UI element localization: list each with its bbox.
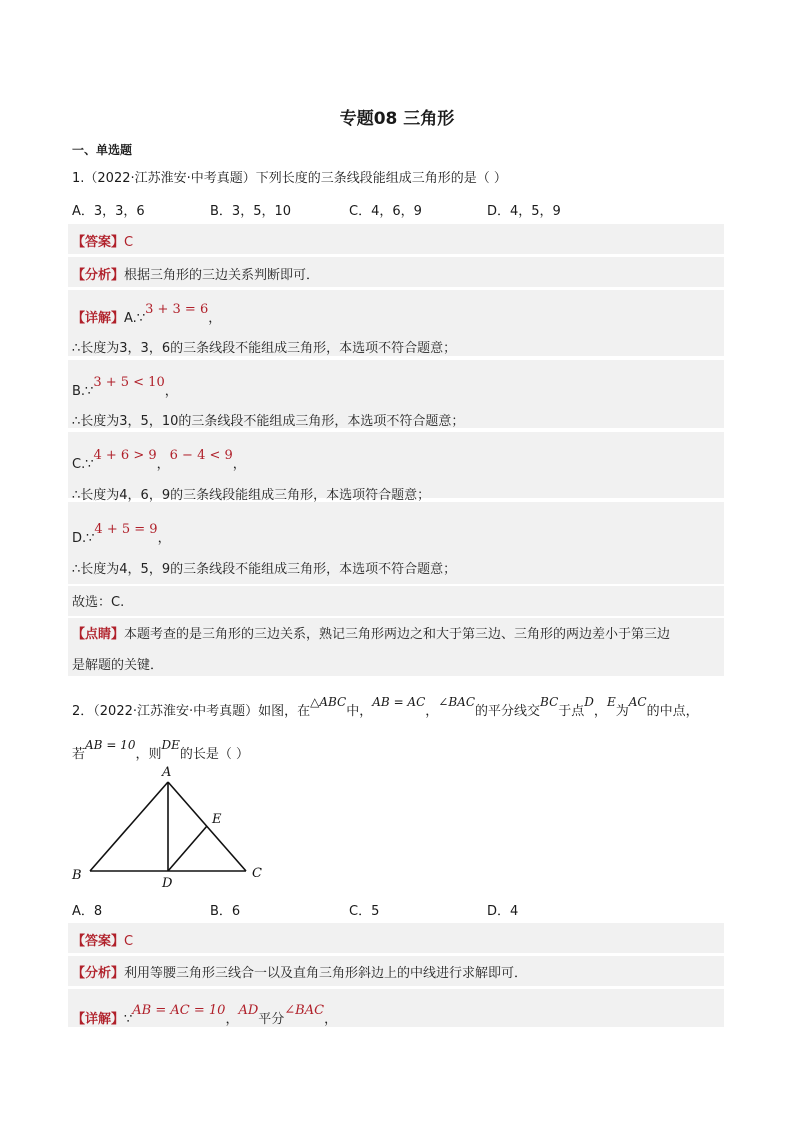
q1-detail-a-conclusion: ∴长度为3，3，6的三条线段不能组成三角形，本选项不符合题意； [72, 341, 457, 356]
q1-option-d: D．4，5，9 [487, 204, 561, 219]
q1-choose-band [68, 586, 724, 616]
q1-detail-c-conclusion: ∴长度为4，6，9的三条线段能组成三角形，本选项符合题意； [72, 488, 431, 503]
q2-answer: 【答案】C [72, 934, 134, 949]
label-e: E [212, 812, 222, 827]
section-heading: 一、单选题 [72, 143, 133, 157]
q1-answer-band [68, 224, 724, 254]
q1-detail-a: 【详解】A.∵3 + 3 = 6， [72, 302, 222, 326]
q1-comment-cont: 是解题的关键． [72, 658, 164, 673]
q2-detail: 【详解】∵AB = AC = 10，AD平分∠BAC， [72, 1003, 338, 1027]
q1-detail-d-conclusion: ∴长度为4，5，9的三条线段不能组成三角形，本选项不符合题意； [72, 562, 457, 577]
q2-option-a: A．8 [72, 904, 103, 919]
question-2-stem-cont: 若AB = 10，则DE的长是（ ） [72, 738, 249, 762]
q1-option-c: C．4，6，9 [349, 204, 422, 219]
label-d: D [162, 876, 173, 890]
label-a: A [162, 765, 172, 780]
side-ab [90, 782, 168, 871]
triangle-figure [66, 760, 276, 890]
q1-option-b: B．3，5，10 [210, 204, 292, 219]
q1-option-a: A．3，3，6 [72, 204, 145, 219]
q1-detail-c: C.∵4 + 6 > 9，6 − 4 < 9， [72, 448, 246, 472]
q1-answer: 【答案】C [72, 235, 134, 250]
label-b: B [72, 868, 82, 883]
q2-analysis: 【分析】利用等腰三角形三线合一以及直角三角形斜边上的中线进行求解即可． [72, 966, 528, 981]
q1-comment: 【点睛】本题考查的是三角形的三边关系，熟记三角形两边之和大于第三边、三角形的两边差小于第三边 [72, 627, 671, 642]
q1-analysis: 【分析】根据三角形的三边关系判断即可． [72, 268, 320, 283]
q2-option-c: C．5 [349, 904, 380, 919]
question-1-stem: 1.（2022·江苏淮安·中考真题）下列长度的三条线段能组成三角形的是（ ） [72, 171, 507, 186]
segment-de [168, 826, 207, 871]
q2-answer-band [68, 923, 724, 953]
question-2-stem: 2．（2022·江苏淮安·中考真题）如图，在△ABC中，AB = AC，∠BAC的平分线交BC于点D，E为AC的中点， [72, 695, 699, 719]
q1-choose: 故选：C. [72, 595, 125, 610]
q2-option-d: D．4 [487, 904, 519, 919]
label-c: C [252, 866, 262, 881]
page-title: 专题08 三角形 [339, 109, 455, 129]
q1-detail-b: B.∵3 + 5 < 10， [72, 375, 178, 399]
q1-detail-d: D.∵4 + 5 = 9， [72, 522, 171, 546]
q1-detail-b-conclusion: ∴长度为3，5，10的三条线段不能组成三角形，本选项不符合题意； [72, 414, 465, 429]
q2-option-b: B．6 [210, 904, 241, 919]
